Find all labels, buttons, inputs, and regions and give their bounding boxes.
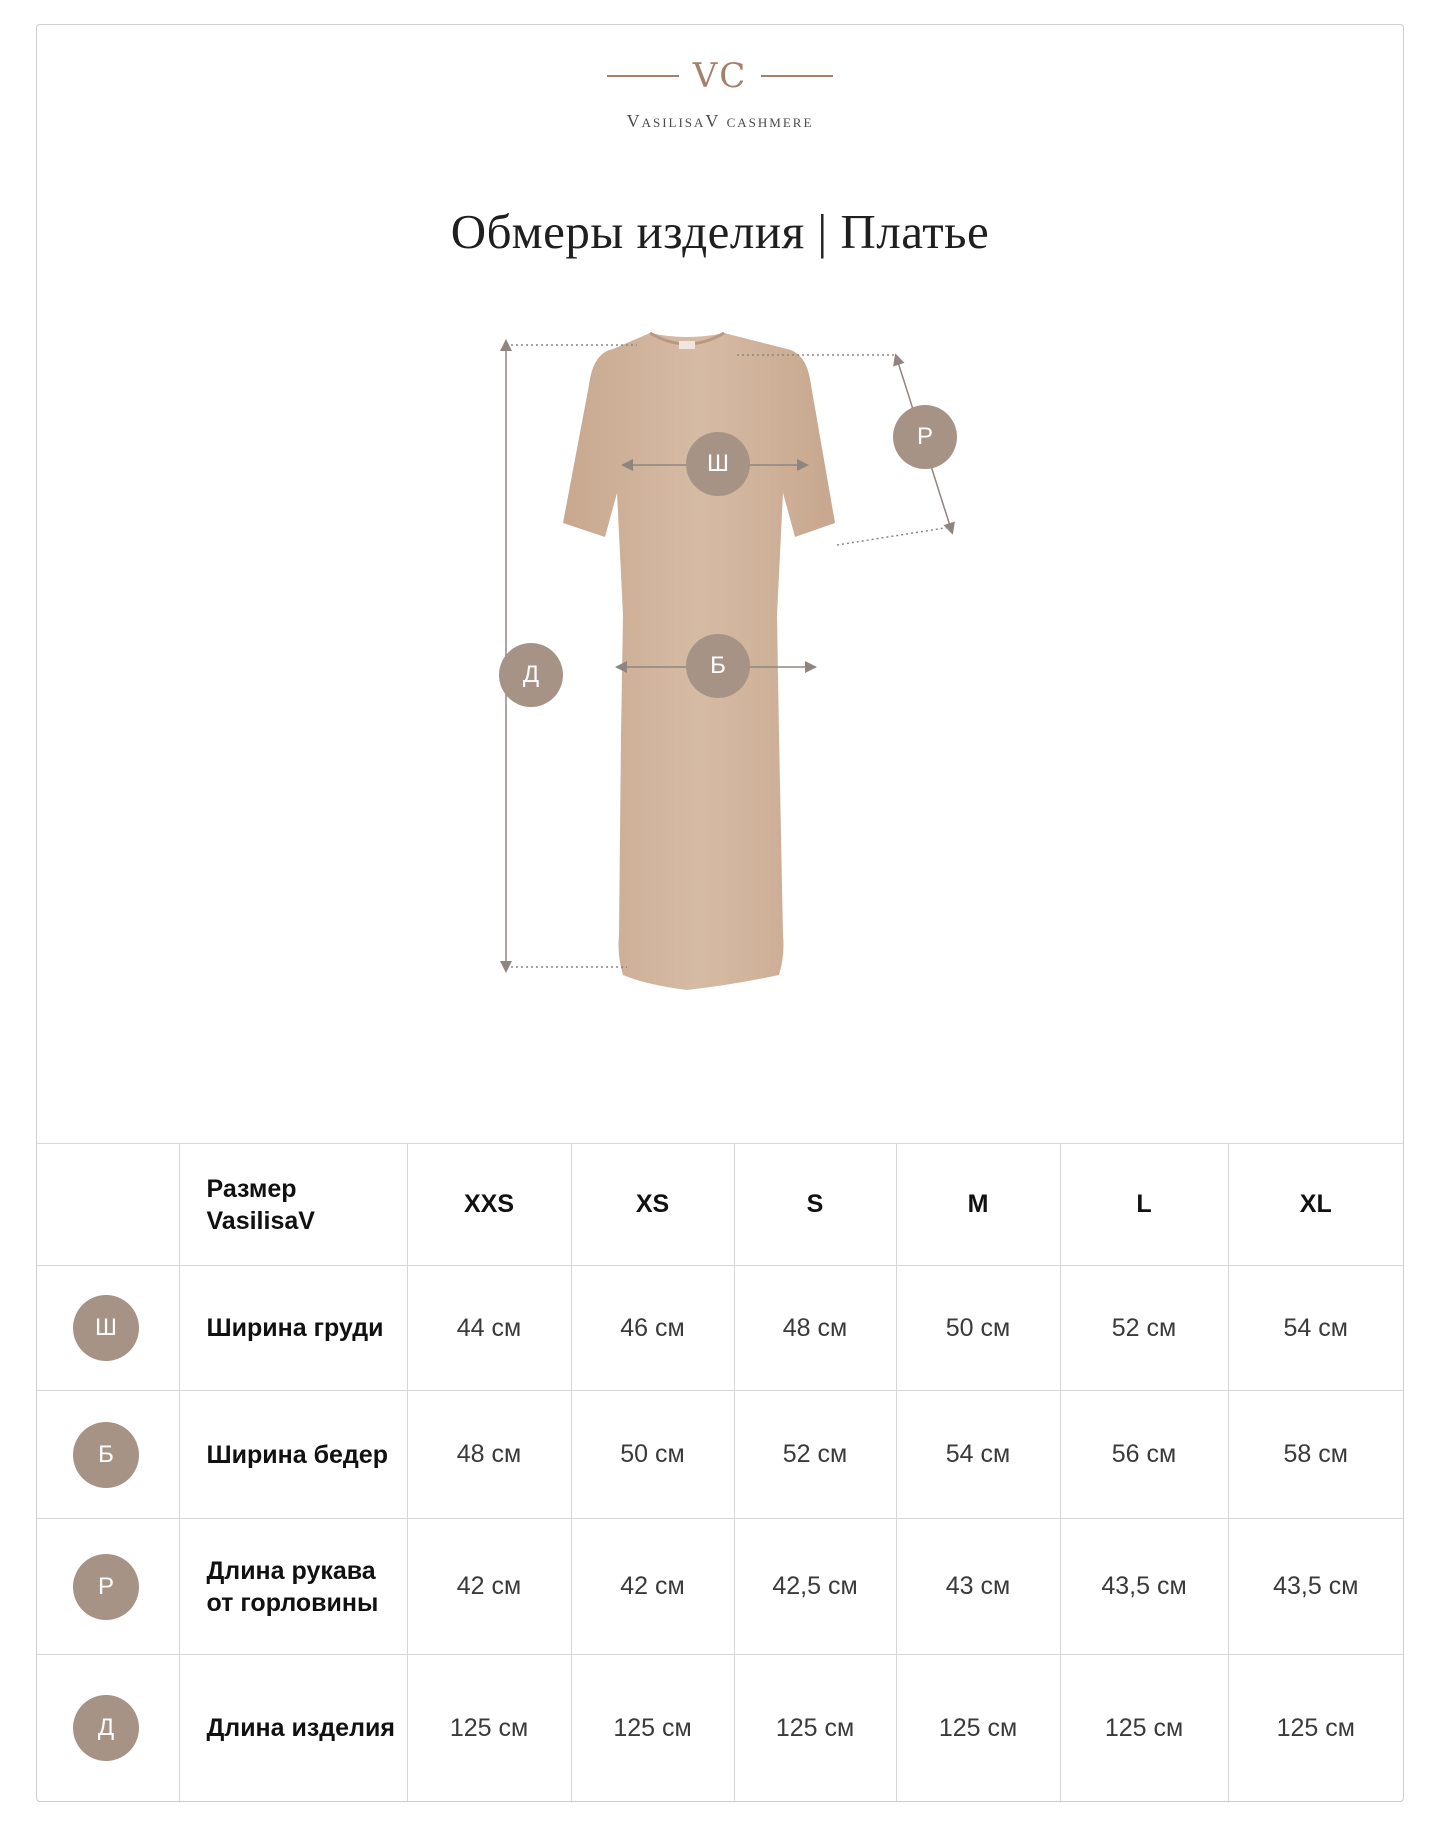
table-cell: 46 см: [571, 1266, 734, 1391]
length-row-marker: Д: [73, 1695, 139, 1761]
table-cell: 43,5 см: [1228, 1519, 1403, 1655]
table-cell: 58 см: [1228, 1391, 1403, 1519]
logo-mark-row: [37, 56, 1403, 96]
header-size-xxs: XXS: [407, 1144, 571, 1266]
row-icon-cell: [37, 1655, 179, 1802]
logo-rule-left: [607, 75, 679, 77]
table-cell: 42 см: [407, 1519, 571, 1655]
sleeve-guide-bottom: [837, 527, 951, 545]
table-header-row: [37, 1144, 1403, 1266]
table-row: [37, 1655, 1403, 1802]
table-cell: 125 см: [571, 1655, 734, 1802]
table-cell: 50 см: [896, 1266, 1060, 1391]
row-icon-cell: [37, 1266, 179, 1391]
header-size-xs: XS: [571, 1144, 734, 1266]
table-cell: 125 см: [734, 1655, 896, 1802]
table-cell: 43 см: [896, 1519, 1060, 1655]
row-label: Длина рукава от горловины: [179, 1519, 407, 1655]
brand-logo: [37, 39, 1403, 139]
table-row: [37, 1266, 1403, 1391]
logo-wordmark: VasilisaV cashmere: [626, 111, 814, 131]
table-cell: 125 см: [1228, 1655, 1403, 1802]
header-size-label: Размер VasilisaV: [179, 1144, 407, 1266]
length-marker: Д: [499, 643, 563, 707]
size-table: [37, 1143, 1403, 1802]
row-label: Ширина груди: [179, 1266, 407, 1391]
table-cell: 42 см: [571, 1519, 734, 1655]
table-cell: 56 см: [1060, 1391, 1228, 1519]
table-cell: 44 см: [407, 1266, 571, 1391]
header-size-s: S: [734, 1144, 896, 1266]
chest-marker: Ш: [686, 432, 750, 496]
table-cell: 54 см: [896, 1391, 1060, 1519]
header-size-l: L: [1060, 1144, 1228, 1266]
logo-rule-right: [761, 75, 833, 77]
table-cell: 125 см: [407, 1655, 571, 1802]
row-icon-cell: [37, 1391, 179, 1519]
table-cell: 42,5 см: [734, 1519, 896, 1655]
header-size-xl: XL: [1228, 1144, 1403, 1266]
size-chart-card: [36, 24, 1404, 1802]
header-icon-cell: [37, 1144, 179, 1266]
dress-label-tag: [679, 341, 695, 349]
hips-marker: Б: [686, 634, 750, 698]
logo-monogram: VC: [692, 56, 748, 96]
sleeve-row-marker: Р: [73, 1554, 139, 1620]
table-cell: 50 см: [571, 1391, 734, 1519]
table-cell: 48 см: [734, 1266, 896, 1391]
table-row: [37, 1519, 1403, 1655]
header-size-m: M: [896, 1144, 1060, 1266]
table-cell: 48 см: [407, 1391, 571, 1519]
row-icon-cell: [37, 1519, 179, 1655]
table-cell: 54 см: [1228, 1266, 1403, 1391]
sleeve-marker: Р: [893, 405, 957, 469]
garment-diagram: [37, 315, 1404, 1115]
chest-row-marker: Ш: [73, 1295, 139, 1361]
row-label: Длина изделия: [179, 1655, 407, 1802]
hips-row-marker: Б: [73, 1422, 139, 1488]
row-label: Ширина бедер: [179, 1391, 407, 1519]
table-cell: 125 см: [1060, 1655, 1228, 1802]
table-cell: 125 см: [896, 1655, 1060, 1802]
table-cell: 52 см: [1060, 1266, 1228, 1391]
table-row: [37, 1391, 1403, 1519]
table-cell: 43,5 см: [1060, 1519, 1228, 1655]
page-title: Обмеры изделия | Платье: [450, 204, 990, 259]
table-cell: 52 см: [734, 1391, 896, 1519]
